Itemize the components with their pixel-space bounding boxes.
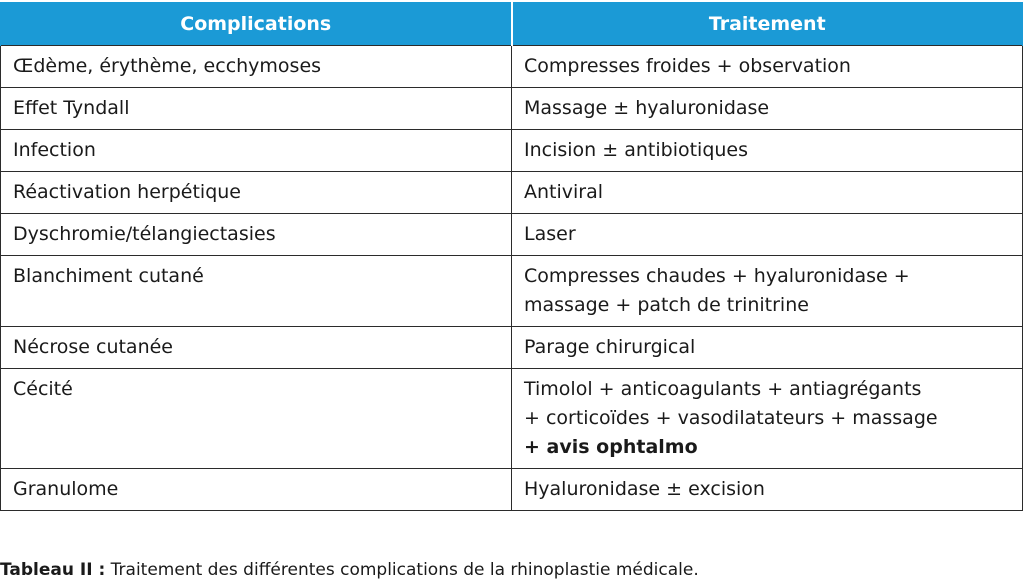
treatment-line: Timolol + anticoagulants + antiagrégants <box>524 378 922 400</box>
table-row <box>1 172 1023 214</box>
table-row <box>1 130 1023 172</box>
treatment-cell <box>512 469 1023 511</box>
complication-cell: Granulome <box>1 469 512 511</box>
header-traitement: Traitement <box>512 2 1023 46</box>
complication-cell: Nécrose cutanée <box>1 327 512 369</box>
treatment-cell <box>512 172 1023 214</box>
treatment-cell <box>512 130 1023 172</box>
table-row <box>1 88 1023 130</box>
table-row <box>1 256 1023 327</box>
treatment-line: Massage ± hyaluronidase <box>524 97 770 119</box>
complication-cell: Effet Tyndall <box>1 88 512 130</box>
treatment-line: Antiviral <box>524 181 604 203</box>
caption-text: Traitement des différentes complications de la rhinoplastie médicale. <box>105 560 699 580</box>
treatment-line: Compresses froides + observation <box>524 55 851 77</box>
complication-cell: Œdème, érythème, ecchymoses <box>1 46 512 88</box>
treatment-line: massage + patch de trinitrine <box>524 294 809 316</box>
complication-cell: Dyschromie/télangiectasies <box>1 214 512 256</box>
table-row <box>1 214 1023 256</box>
table-row <box>1 469 1023 511</box>
complications-table <box>0 2 1023 511</box>
treatment-cell <box>512 327 1023 369</box>
treatment-line: Hyaluronidase ± excision <box>524 478 765 500</box>
treatment-cell <box>512 214 1023 256</box>
table-header-row <box>1 2 1023 46</box>
complication-cell: Réactivation herpétique <box>1 172 512 214</box>
treatment-line-bold: + avis ophtalmo <box>524 436 698 458</box>
treatment-line: Compresses chaudes + hyaluronidase + <box>524 265 910 287</box>
treatment-cell <box>512 256 1023 327</box>
treatment-line: Parage chirurgical <box>524 336 696 358</box>
table-row <box>1 327 1023 369</box>
treatment-cell <box>512 88 1023 130</box>
header-complications: Complications <box>1 2 512 46</box>
table-row <box>1 369 1023 469</box>
complication-cell: Infection <box>1 130 512 172</box>
treatment-cell <box>512 369 1023 469</box>
treatment-line: Laser <box>524 223 576 245</box>
complications-table-container <box>0 2 1022 511</box>
treatment-cell <box>512 46 1023 88</box>
complication-cell: Cécité <box>1 369 512 469</box>
treatment-line: + corticoïdes + vasodilatateurs + massage <box>524 407 938 429</box>
table-row <box>1 46 1023 88</box>
treatment-line: Incision ± antibiotiques <box>524 139 749 161</box>
caption-label: Tableau II : <box>0 560 106 580</box>
table-caption <box>0 560 699 580</box>
complication-cell: Blanchiment cutané <box>1 256 512 327</box>
